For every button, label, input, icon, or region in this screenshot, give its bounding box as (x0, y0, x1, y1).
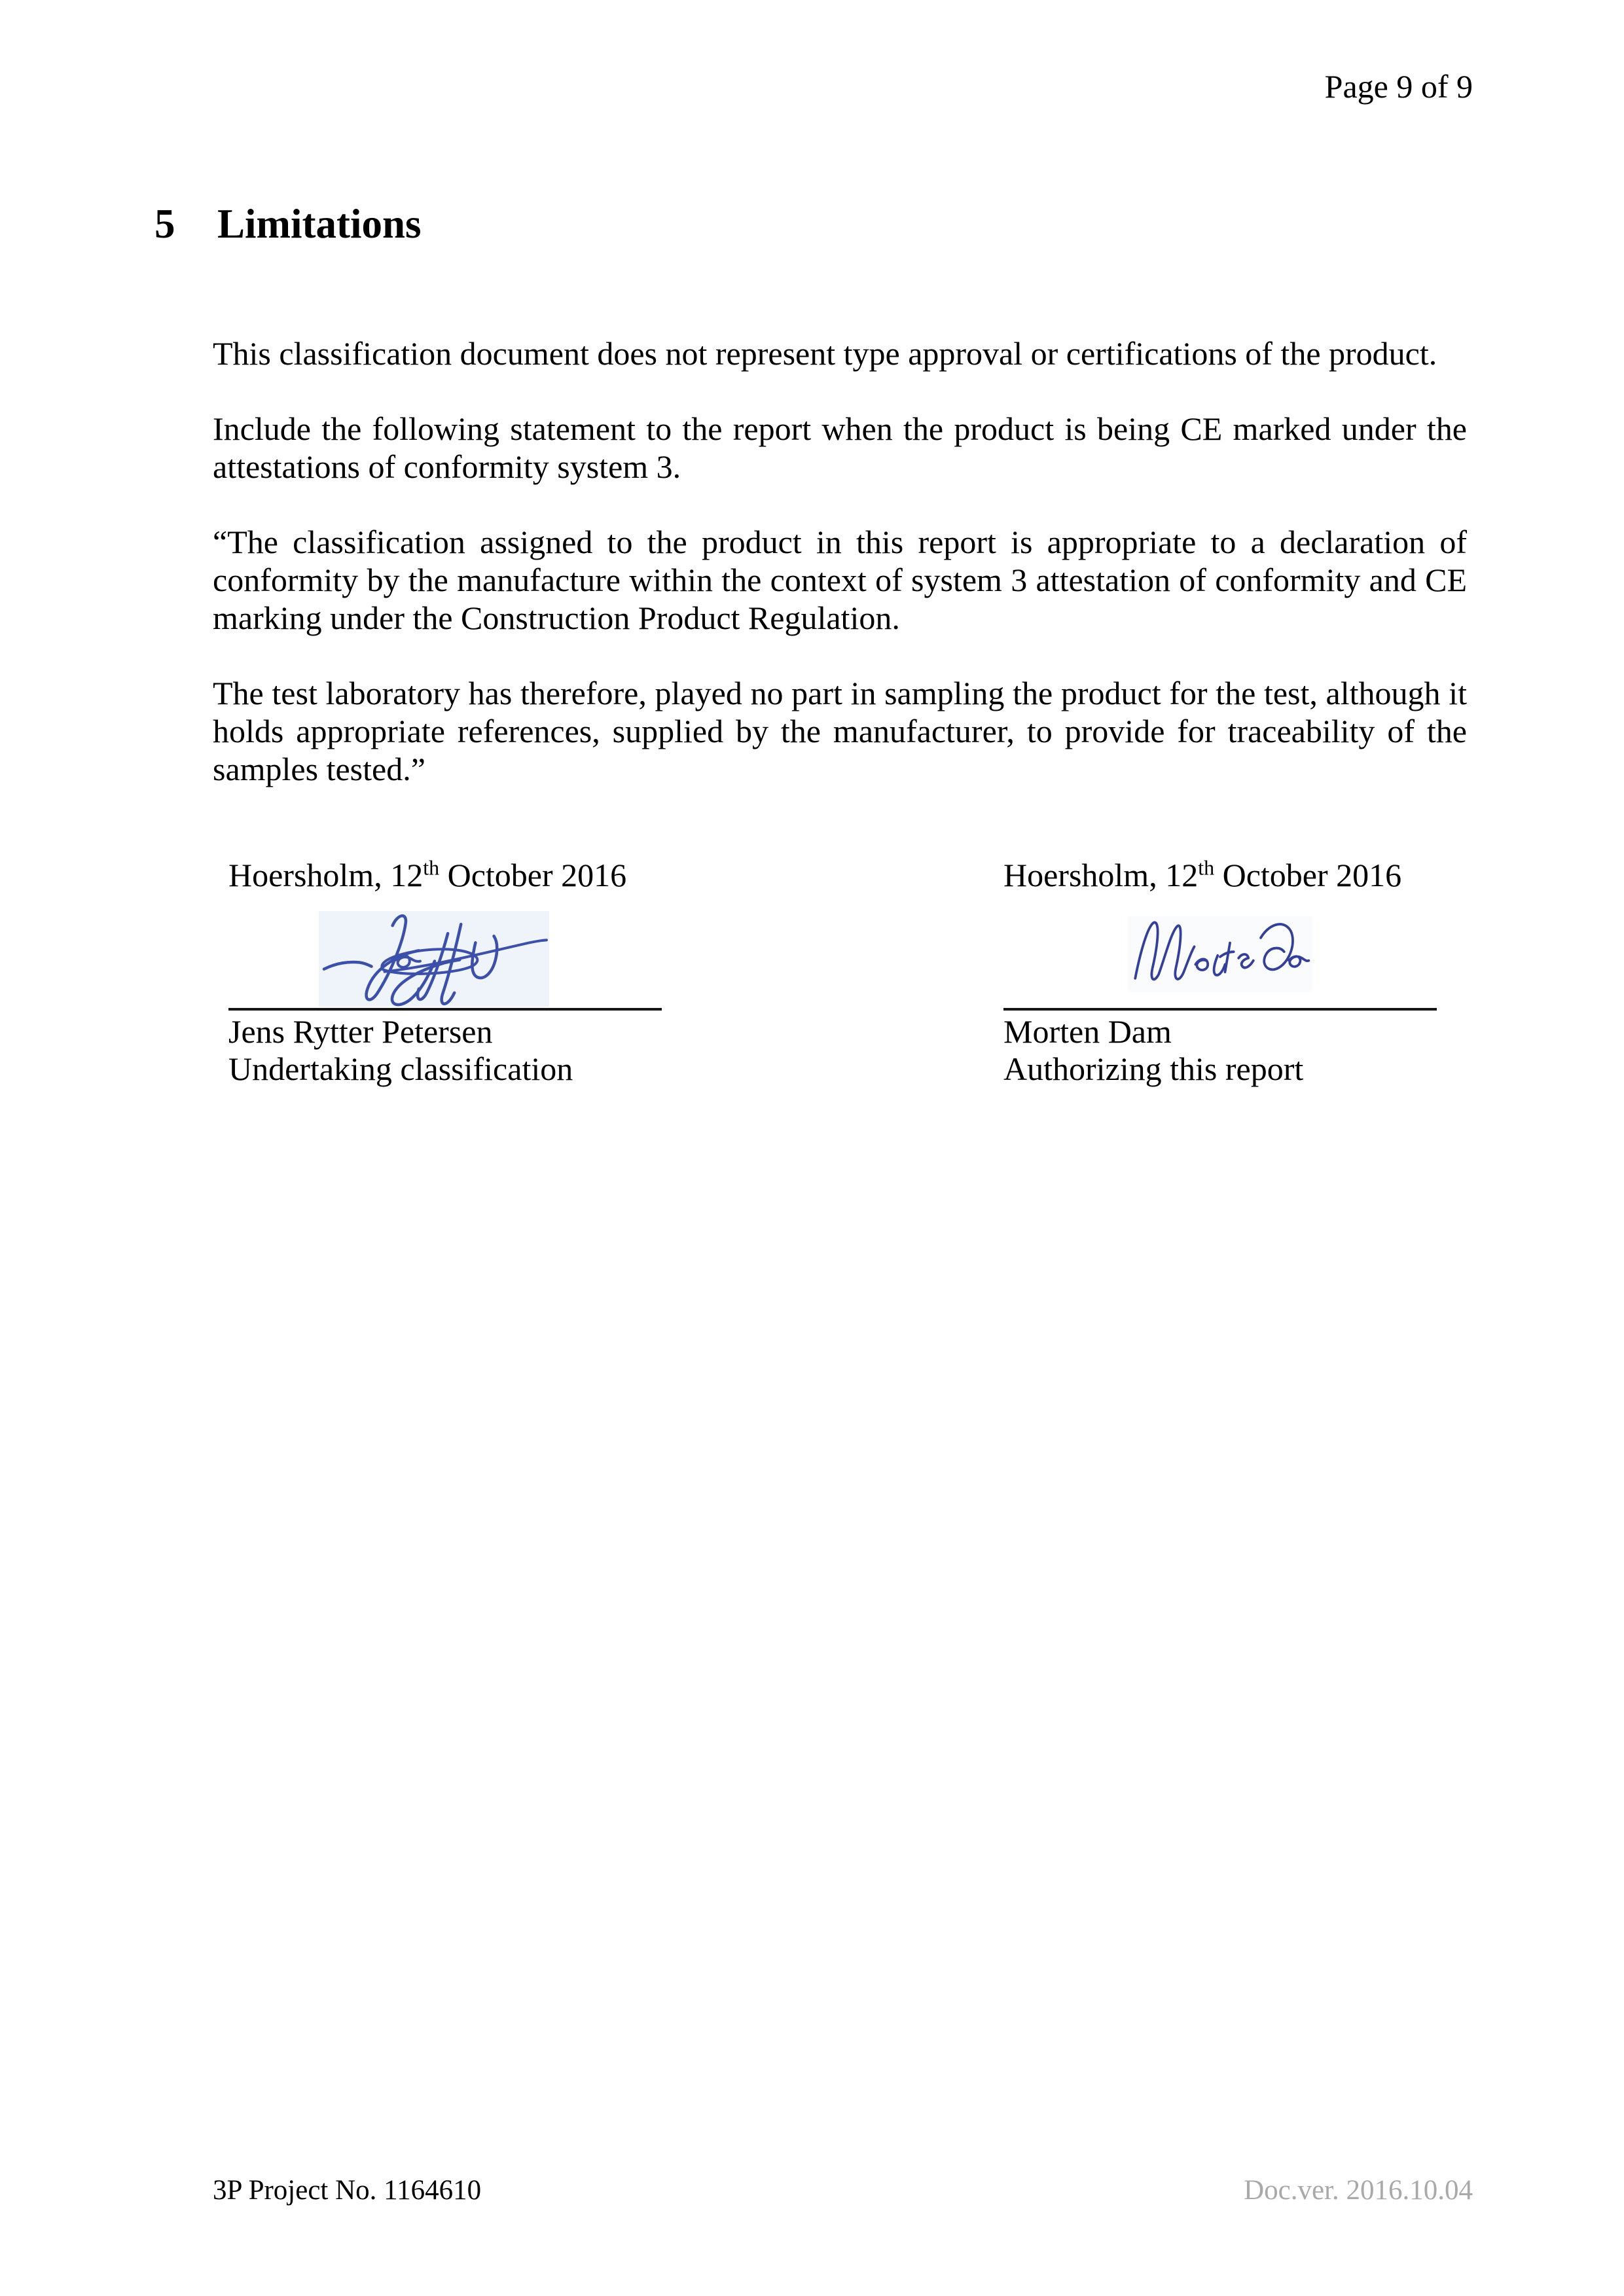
footer-doc-version: Doc.ver. 2016.10.04 (1244, 2175, 1473, 2206)
signer-name: Jens Rytter Petersen (228, 1013, 493, 1050)
paragraph: “The classification assigned to the product in this report is appropriate to a declaration of conformity by the manufacture within the context of system 3 attestation of conformity and CE marking under the Construction Product Regulation. (213, 524, 1467, 636)
signature-block-right (1003, 856, 1437, 1088)
signature-date: Hoersholm, 12th October 2016 (1003, 855, 1402, 893)
signer-role: Authorizing this report (1003, 1050, 1304, 1087)
body-text (213, 334, 1467, 825)
section-heading (154, 200, 422, 247)
signer-name: Morten Dam (1003, 1013, 1172, 1050)
signature-area (1003, 894, 1437, 1008)
ordinal-superscript: th (423, 855, 440, 880)
paragraph: This classification document does not represent type approval or certifications of the product. (213, 335, 1437, 372)
paragraph: Include the following statement to the report when the product is being CE marked under the attestations of conformity system 3. (213, 410, 1467, 485)
section-title: Limitations (217, 201, 422, 247)
section-number: 5 (154, 201, 175, 247)
page-indicator: Page 9 of 9 (1324, 68, 1473, 105)
signature-line (1003, 1008, 1437, 1011)
jens-rytter-petersen-signature (319, 911, 549, 1007)
ordinal-superscript: th (1198, 855, 1215, 880)
signature-block-left (228, 856, 662, 1088)
paragraph: The test laboratory has therefore, played no part in sampling the product for the test, although it holds appropriate references, supplied by the manufacturer, to provide for traceability of the samples tested.” (213, 675, 1467, 787)
footer-project-number: 3P Project No. 1164610 (213, 2175, 482, 2206)
signature-area (228, 894, 662, 1008)
signer-role: Undertaking classification (228, 1050, 573, 1087)
signature-line (228, 1008, 662, 1011)
signature-date: Hoersholm, 12th October 2016 (228, 855, 627, 893)
morten-dam-signature (1128, 916, 1312, 992)
